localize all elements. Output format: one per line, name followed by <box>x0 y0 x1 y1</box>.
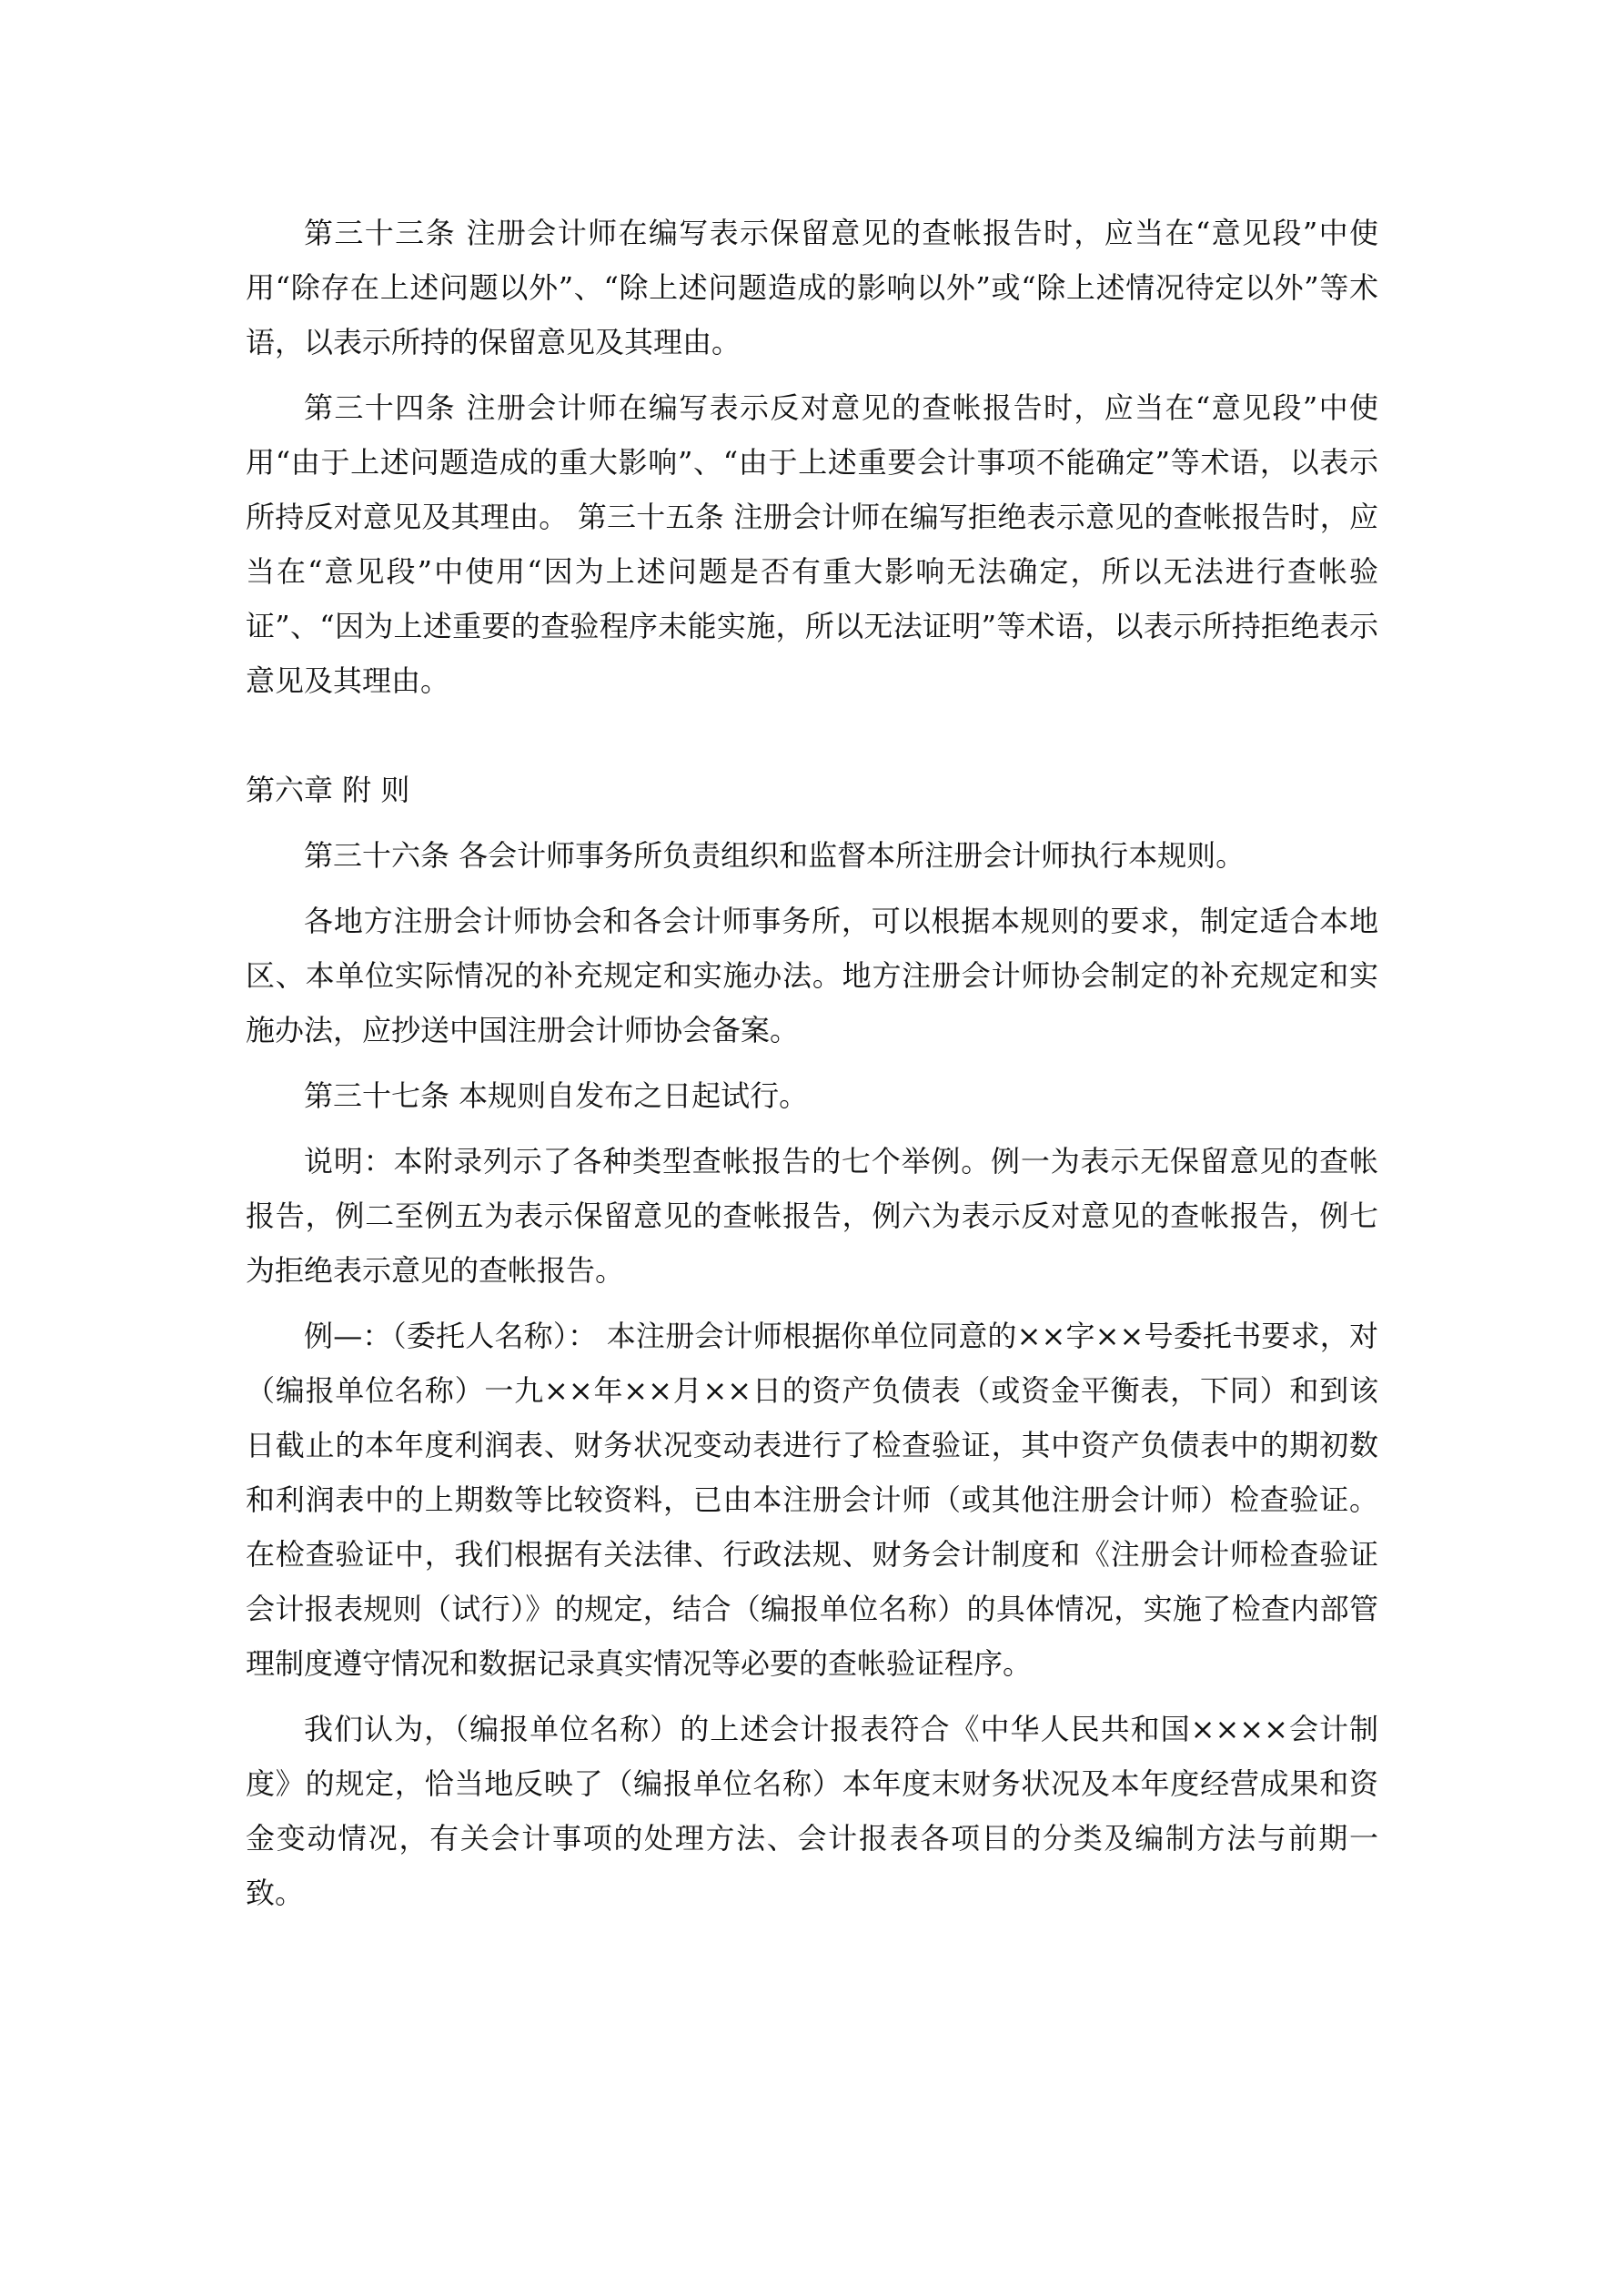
article-37-paragraph: 第三十七条 本规则自发布之日起试行。 <box>304 1078 809 1113</box>
document-body <box>246 206 1378 1931</box>
article-36-paragraph: 第三十六条 各会计师事务所负责组织和监督本所注册会计师执行本规则。 <box>304 838 1246 873</box>
article-34-35-paragraph: 第三十四条 注册会计师在编写表示反对意见的查帐报告时，应当在“意见段”中使用“由于上述问题造成的重大影响”、“由于上述重要会计事项不能确定”等术语，以表示所持反对意见及其理由。 第三十五条 注册会计师在编写拒绝表示意见的查帐报告时，应当在“意见段”中使用“因为上述问题是否有重大影响无法确定，所以无法进行查帐验证”、“因为上述重要的查验程序未能实施，所以无法证明”等术语，以表示所持拒绝表示意见及其理由。 <box>246 390 1378 698</box>
explanation-paragraph: 说明：本附录列示了各种类型查帐报告的七个举例。例一为表示无保留意见的查帐报告，例二至例五为表示保留意见的查帐报告，例六为表示反对意见的查帐报告，例七为拒绝表示意见的查帐报告。 <box>246 1144 1378 1288</box>
chapter-heading: 第六章 附 则 <box>246 773 410 807</box>
opinion-paragraph: 我们认为，（编报单位名称）的上述会计报表符合《中华人民共和国××××会计制度》的规定，恰当地反映了（编报单位名称）本年度末财务状况及本年度经营成果和资金变动情况，有关会计事项的处理方法、会计报表各项目的分类及编制方法与前期一致。 <box>246 1712 1378 1910</box>
example-one-paragraph: 例—：（委托人名称）： 本注册会计师根据你单位同意的××字××号委托书要求，对（编报单位名称）一九××年××月××日的资产负债表（或资金平衡表，下同）和到该日截止的本年度利润表、财务状况变动表进行了检查验证，其中资产负债表中的期初数和利润表中的上期数等比较资料，已由本注册会计师（或其他注册会计师）检查验证。在检查验证中，我们根据有关法律、行政法规、财务会计制度和《注册会计师检查验证会计报表规则（试行）》的规定，结合（编报单位名称）的具体情况，实施了检查内部管理制度遵守情况和数据记录真实情况等必要的查帐验证程序。 <box>246 1319 1378 1681</box>
article-33-paragraph: 第三十三条 注册会计师在编写表示保留意见的查帐报告时，应当在“意见段”中使用“除存在上述问题以外”、“除上述问题造成的影响以外”或“除上述情况待定以外”等术语，以表示所持的保留意见及其理由。 <box>246 216 1378 359</box>
local-association-paragraph: 各地方注册会计师协会和各会计师事务所，可以根据本规则的要求，制定适合本地区、本单位实际情况的补充规定和实施办法。地方注册会计师协会制定的补充规定和实施办法，应抄送中国注册会计师协会备案。 <box>246 904 1378 1047</box>
